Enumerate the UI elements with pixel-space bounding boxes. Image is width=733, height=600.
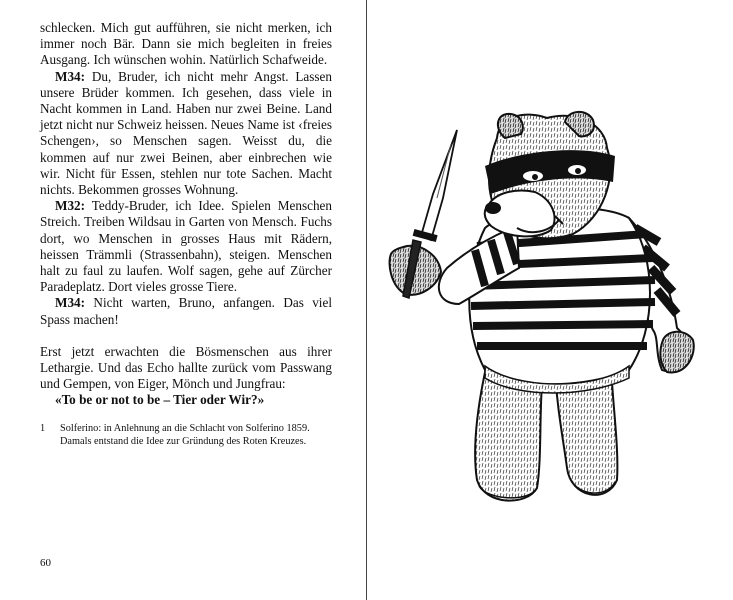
speech-m34-1 (40, 69, 332, 199)
footnote-row (40, 422, 332, 448)
right-page (367, 0, 733, 600)
speech-text: Nicht warten, Bruno, anfangen. Das viel Spass machen! (40, 295, 332, 327)
left-page (0, 0, 366, 600)
paragraph-gap (40, 328, 332, 344)
body-text (40, 20, 332, 409)
bear-burglar-image (367, 108, 733, 528)
speech-m34-2 (40, 295, 332, 327)
speaker-label: M34: (55, 295, 86, 311)
paragraph-1: schlecken. Mich gut aufführen, sie nicht merken, ich immer noch Bär. Dann sie mich begleiten in freies Ausgang. Ich wünschen wohin. Natürlich Schafweide. (40, 20, 332, 68)
quote-line: «To be or not to be – Tier oder Wir?» (55, 392, 265, 408)
footnote (40, 422, 332, 448)
footnote-text: Solferino: in Anlehnung an die Schlacht von Solferino 1859. Damals entstand die Idee zur Gründung des Roten Kreuzes. (60, 423, 310, 447)
speaker-label: M34: (55, 68, 86, 84)
speech-text: Teddy-Bruder, ich Idee. Spielen Menschen Streich. Treiben Wildsau in Garten von Mensch. Fuchs dort, wo Menschen in grosses Haus mit Rädern, heissen Trämmli (Strassenbahn), steigen. Menschen halt zu faul zu laufen. Wolf sagen, gehe auf Zürcher Paradeplatz. Dort vieles grosse Tiere. (40, 198, 332, 295)
speaker-label: M32: (55, 198, 86, 214)
footnote-number: 1 (40, 423, 46, 434)
paragraph-2: Erst jetzt erwachten die Bösmenschen aus ihrer Lethargie. Und das Echo hallte zurück vom Passwang und Gempen, von Eiger, Mönch und Jungfrau: (40, 343, 332, 392)
page-number: 60 (40, 557, 51, 569)
speech-text: Du, Bruder, ich nicht mehr Angst. Lassen unsere Brüder kommen. Ich gesehen, dass viele in Nacht kommen in Land. Haben nur zwei Beine. Land jetzt nicht nur Schweiz heissen. Neues Name ist ‹freies Schengen›, so Menschen sagen. Weisst du, die kommen auf nur zwei Beinen, aber einbrechen wie wir. Nicht für Essen, stehlen nur tote Sachen. Macht nichts. Bekommen grosses Wohnung. (40, 68, 332, 198)
speech-m32 (40, 198, 332, 295)
bear-illustration (367, 108, 733, 528)
